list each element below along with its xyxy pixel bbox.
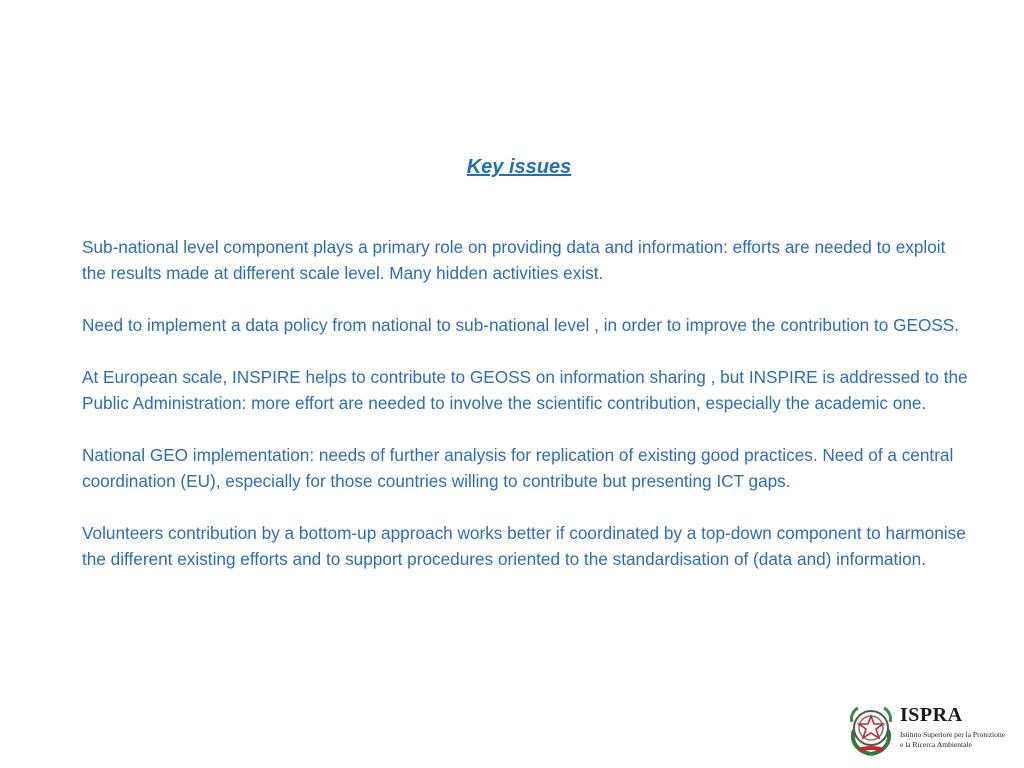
logo-subtitle-line-1: Istituto Superiore per la Protezione [900,730,1005,739]
slide-body [82,234,972,598]
paragraph-inspire: At European scale, INSPIRE helps to contribute to GEOSS on information sharing , but INSPIRE is addressed to the Public Administration: more effort are needed to involve the scientific contribution, especially the academic one. [82,367,968,413]
logo-subtitle-line-2: e la Ricerca Ambientale [900,740,972,749]
logo-subtitle [900,730,1020,750]
ispra-logo [846,700,1018,760]
paragraph-national-geo: National GEO implementation: needs of further analysis for replication of existing good practices. Need of a central coordination (EU), especially for those countries willing to contribute but presenting ICT gaps. [82,445,954,491]
paragraph-volunteers: Volunteers contribution by a bottom-up approach works better if coordinated by a top-down component to harmonise the different existing efforts and to support procedures oriented to the standardisation of (data and) information. [82,523,966,569]
logo-name: ISPRA [900,704,963,726]
slide-title: Key issues [466,156,572,178]
paragraph-sub-national: Sub-national level component plays a primary role on providing data and information: efforts are needed to exploit the results made at different scale level. Many hidden activities exist. [82,237,946,283]
italian-republic-emblem-icon [846,700,896,756]
paragraph-data-policy: Need to implement a data policy from national to sub-national level , in order to improve the contribution to GEOSS. [82,315,960,335]
